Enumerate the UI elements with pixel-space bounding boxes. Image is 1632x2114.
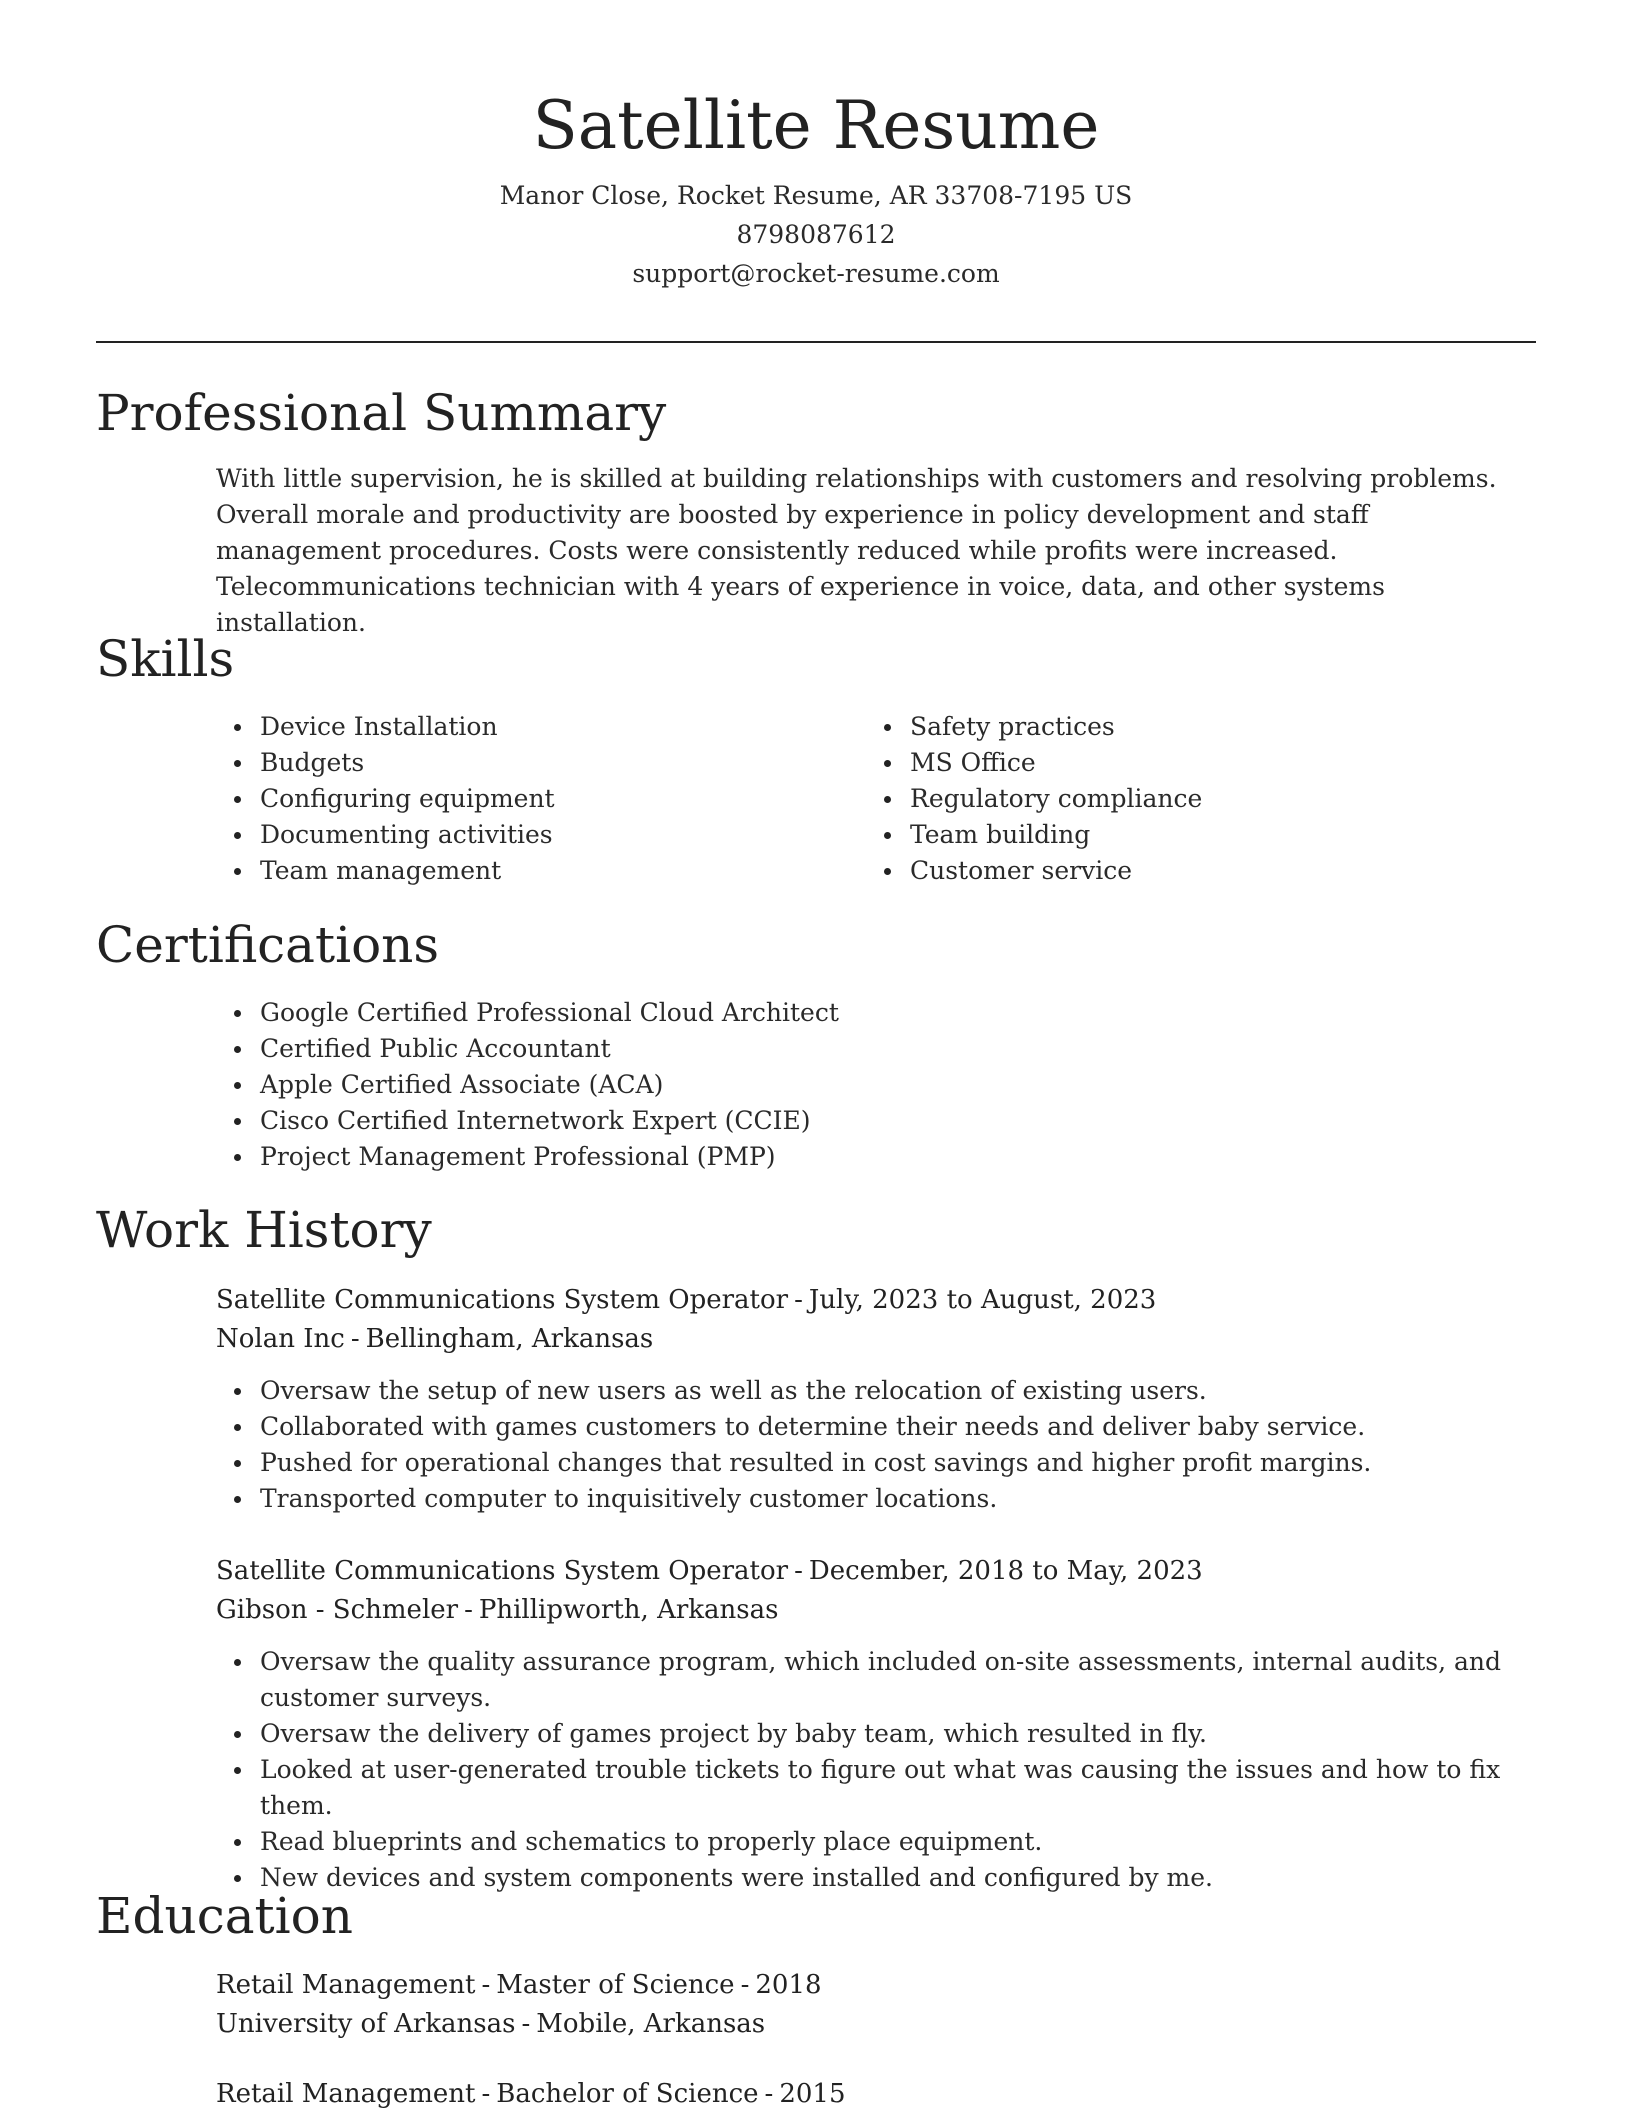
certification-item: Apple Certified Associate (ACA) [260, 1067, 1536, 1103]
education-entry [216, 2075, 1536, 2114]
skill-item: Documenting activities [260, 817, 836, 853]
education-degree: Bachelor of Science [496, 2079, 759, 2109]
education-degree-line: Retail Management - Bachelor of Science - 2015 [216, 2079, 846, 2109]
certification-item: Project Management Professional (PMP) [260, 1139, 1536, 1175]
job-bullet: Collaborated with games customers to determine their needs and deliver baby service. [260, 1409, 1536, 1445]
contact-phone: 8798087612 [736, 220, 896, 249]
skill-item: Regulatory compliance [910, 781, 1486, 817]
skill-item: Budgets [260, 745, 836, 781]
certification-item: Cisco Certified Internetwork Expert (CCIE) [260, 1103, 1536, 1139]
skill-item: Configuring equipment [260, 781, 836, 817]
contact-address: Manor Close, Rocket Resume, AR 33708-7195 US [499, 181, 1133, 210]
job-bullet: Read blueprints and schematics to properly place equipment. [260, 1824, 1536, 1860]
education-degree: Master of Science [496, 1970, 735, 2000]
education-degree-line: Retail Management - Master of Science - 2018 [216, 1970, 822, 2000]
job-role: Satellite Communications System Operator [216, 1285, 789, 1315]
summary-text: With little supervision, he is skilled at building relationships with customers and resolving problems. Overall morale and productivity are boosted by experience in policy development and staff management procedures. Costs were consistently reduced while profits were increased. Telecommunications technician with 4 years of experience in voice, data, and other systems installation. [216, 464, 1497, 637]
section-title-skills: Skills [96, 630, 235, 688]
job-title-line: Satellite Communications System Operator - December, 2018 to May, 2023 [216, 1556, 1203, 1586]
section-title-summary: Professional Summary [96, 384, 667, 442]
job-company: Nolan Inc [216, 1324, 345, 1354]
job-dates: July, 2023 to August, 2023 [808, 1285, 1157, 1315]
resume-page [96, 0, 1536, 2109]
section-title-certifications: Certifications [96, 916, 440, 974]
job-title-line: Satellite Communications System Operator - July, 2023 to August, 2023 [216, 1285, 1157, 1315]
section-title-education: Education [96, 1887, 353, 1945]
job-role: Satellite Communications System Operator [216, 1556, 789, 1586]
education-school-line: University of Arkansas - Mobile, Arkansas [216, 2009, 766, 2039]
skill-item: Team building [910, 817, 1486, 853]
job-bullet: Oversaw the setup of new users as well as the relocation of existing users. [260, 1373, 1536, 1409]
education-field: Retail Management [216, 2079, 476, 2109]
job-bullet: Looked at user-generated trouble tickets to figure out what was causing the issues and how to fix them. [260, 1752, 1536, 1824]
job-company-line: Gibson - Schmeler - Phillipworth, Arkansas [216, 1595, 779, 1625]
job-bullet: Pushed for operational changes that resulted in cost savings and higher profit margins. [260, 1445, 1536, 1481]
contact-email: support@rocket-resume.com [632, 259, 1000, 288]
job-entry [216, 1281, 1536, 1517]
skill-item: Safety practices [910, 709, 1486, 745]
certifications-block [216, 995, 1536, 1175]
job-bullet: Transported computer to inquisitively customer locations. [260, 1481, 1536, 1517]
skills-column-right [866, 709, 1486, 889]
skill-item: Team management [260, 853, 836, 889]
education-school: University of Arkansas [216, 2009, 516, 2039]
job-dates: December, 2018 to May, 2023 [808, 1556, 1203, 1586]
education-field: Retail Management [216, 1970, 476, 2000]
job-company: Gibson - Schmeler [216, 1595, 459, 1625]
job-bullet: Oversaw the delivery of games project by baby team, which resulted in fly. [260, 1716, 1536, 1752]
resume-name: Satellite Resume [532, 87, 1100, 164]
job-bullet: Oversaw the quality assurance program, which included on-site assessments, internal audits, and customer surveys. [260, 1644, 1536, 1716]
contact-block [96, 176, 1536, 293]
job-location: Phillipworth, Arkansas [478, 1595, 779, 1625]
header-divider [96, 341, 1536, 343]
job-bullet: New devices and system components were installed and configured by me. [260, 1860, 1536, 1896]
education-entry [216, 1966, 1536, 2044]
skills-column-left [216, 709, 836, 889]
skill-item: Device Installation [260, 709, 836, 745]
education-year: 2018 [755, 1970, 822, 2000]
skill-item: Customer service [910, 853, 1486, 889]
certification-item: Google Certified Professional Cloud Architect [260, 995, 1536, 1031]
section-title-work-history: Work History [96, 1201, 432, 1259]
education-location: Mobile, Arkansas [536, 2009, 766, 2039]
job-entry [216, 1552, 1536, 1896]
job-company-line: Nolan Inc - Bellingham, Arkansas [216, 1324, 654, 1354]
skill-item: MS Office [910, 745, 1486, 781]
certification-item: Certified Public Accountant [260, 1031, 1536, 1067]
job-location: Bellingham, Arkansas [365, 1324, 654, 1354]
education-year: 2015 [779, 2079, 846, 2109]
